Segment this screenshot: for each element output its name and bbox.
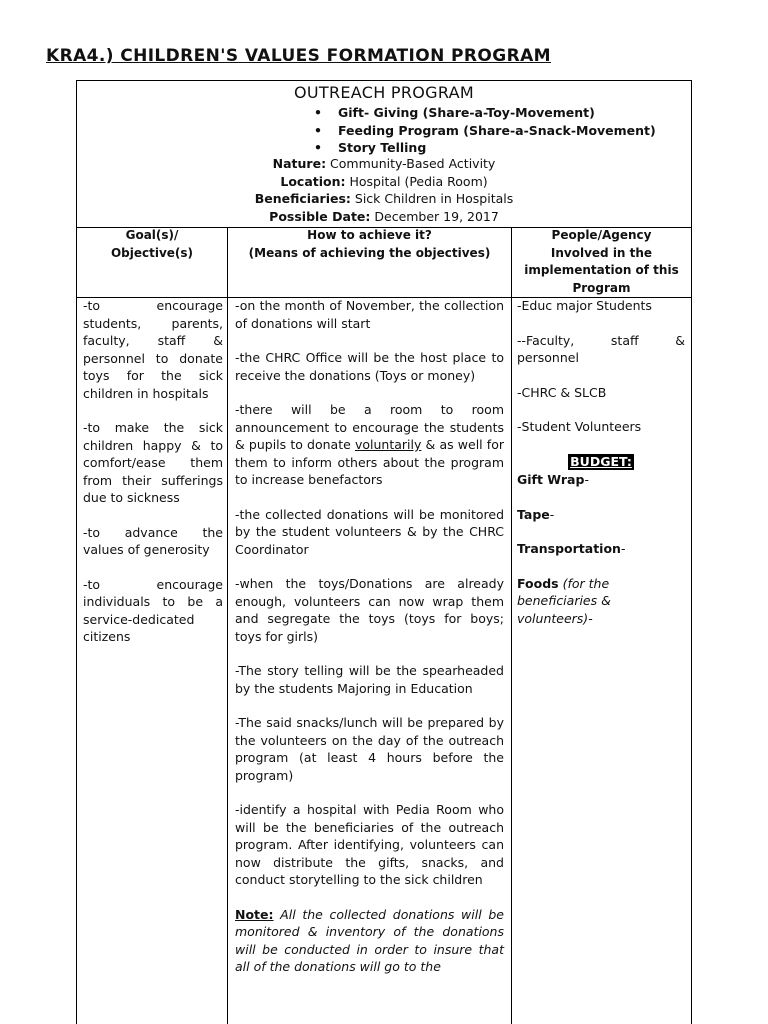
program-table — [76, 80, 692, 1024]
activity-item: • Gift- Giving (Share-a-Toy-Movement) — [314, 104, 656, 122]
column-divider-1 — [227, 227, 228, 1024]
activity-item: • Story Telling — [314, 139, 656, 157]
means-cell — [235, 297, 504, 993]
column-divider-2 — [511, 227, 512, 1024]
goal-item: -to encourage students, parents, faculty, staff & personnel to donate toys for the sick children in hospitals — [83, 298, 223, 401]
date-value: December 19, 2017 — [370, 209, 499, 224]
goals-cell — [83, 297, 223, 663]
means-item-announcement: -there will be a room to room announcement to encourage the students & pupils to donate voluntarily & as well for them to inform others about the program to increase benefactors — [235, 402, 504, 487]
note-label: Note: — [235, 906, 274, 922]
activity-item: • Feeding Program (Share-a-Snack-Movement) — [314, 122, 656, 140]
means-item: -on the month of November, the collection of donations will start — [235, 298, 504, 331]
goal-item: -to encourage individuals to be a service-dedicated citizens — [83, 576, 223, 644]
people-item: -CHRC & SLCB — [517, 384, 607, 400]
budget-item-foods: Foods (for the beneficiaries & volunteers)- — [517, 575, 611, 626]
means-item: -identify a hospital with Pedia Room who will be the beneficiaries of the outreach program. After identifying, volunteers can now distribute the gifts, snacks, and conduct storytelling to the sick children — [235, 802, 504, 887]
beneficiaries-line — [76, 191, 692, 206]
goal-item: -to advance the values of generosity — [83, 524, 223, 557]
goal-item: -to make the sick children happy & to comfort/ease them from their sufferings due to sickness — [83, 420, 223, 505]
budget-item: Tape- — [517, 506, 555, 522]
means-item: -the CHRC Office will be the host place to receive the donations (Toys or money) — [235, 350, 504, 383]
people-item: --Faculty, staff & personnel — [517, 332, 685, 365]
people-cell — [517, 297, 685, 644]
kra-title: KRA4.) CHILDREN'S VALUES FORMATION PROGRAM — [46, 46, 551, 66]
nature-line — [76, 156, 692, 171]
means-item: -the collected donations will be monitored by the student volunteers & by the CHRC Coordinator — [235, 506, 504, 557]
program-title: OUTREACH PROGRAM — [293, 83, 475, 102]
note-text: All the collected donations will be monitored & inventory of the donations will be conducted in order to insure that all of the donations will go to the — [235, 906, 504, 974]
column-header-means: How to achieve it? (Means of achieving the objectives) — [248, 228, 491, 260]
beneficiaries-label: Beneficiaries: — [254, 191, 351, 206]
means-item: -when the toys/Donations are already enough, volunteers can now wrap them and segregate the toys (toys for boys; toys for girls) — [235, 576, 504, 644]
budget-label: BUDGET: — [570, 453, 632, 469]
means-item: -The said snacks/lunch will be prepared by the volunteers on the day of the outreach program (at least 4 hours before the program) — [235, 715, 504, 783]
means-item: -The story telling will be the spearheaded by the students Majoring in Education — [235, 663, 504, 696]
budget-item: Gift Wrap- — [517, 472, 589, 487]
location-label: Location: — [280, 174, 346, 189]
note — [235, 906, 504, 976]
location-value: Hospital (Pedia Room) — [345, 174, 488, 189]
budget-heading — [517, 453, 685, 471]
people-item: -Student Volunteers — [517, 419, 642, 434]
column-header-goals: Goal(s)/ Objective(s) — [110, 228, 194, 260]
column-header-people: People/Agency Involved in the implementation of this Program — [524, 228, 679, 295]
budget-item: Transportation- — [517, 541, 626, 556]
nature-value: Community-Based Activity — [326, 156, 496, 171]
beneficiaries-value: Sick Children in Hospitals — [350, 191, 514, 206]
program-header — [76, 80, 692, 227]
location-line — [76, 174, 692, 189]
nature-label: Nature: — [272, 156, 327, 171]
activity-list — [314, 104, 656, 157]
people-item: -Educ major Students — [517, 298, 652, 313]
date-label: Possible Date: — [269, 209, 371, 224]
date-line — [76, 209, 692, 224]
